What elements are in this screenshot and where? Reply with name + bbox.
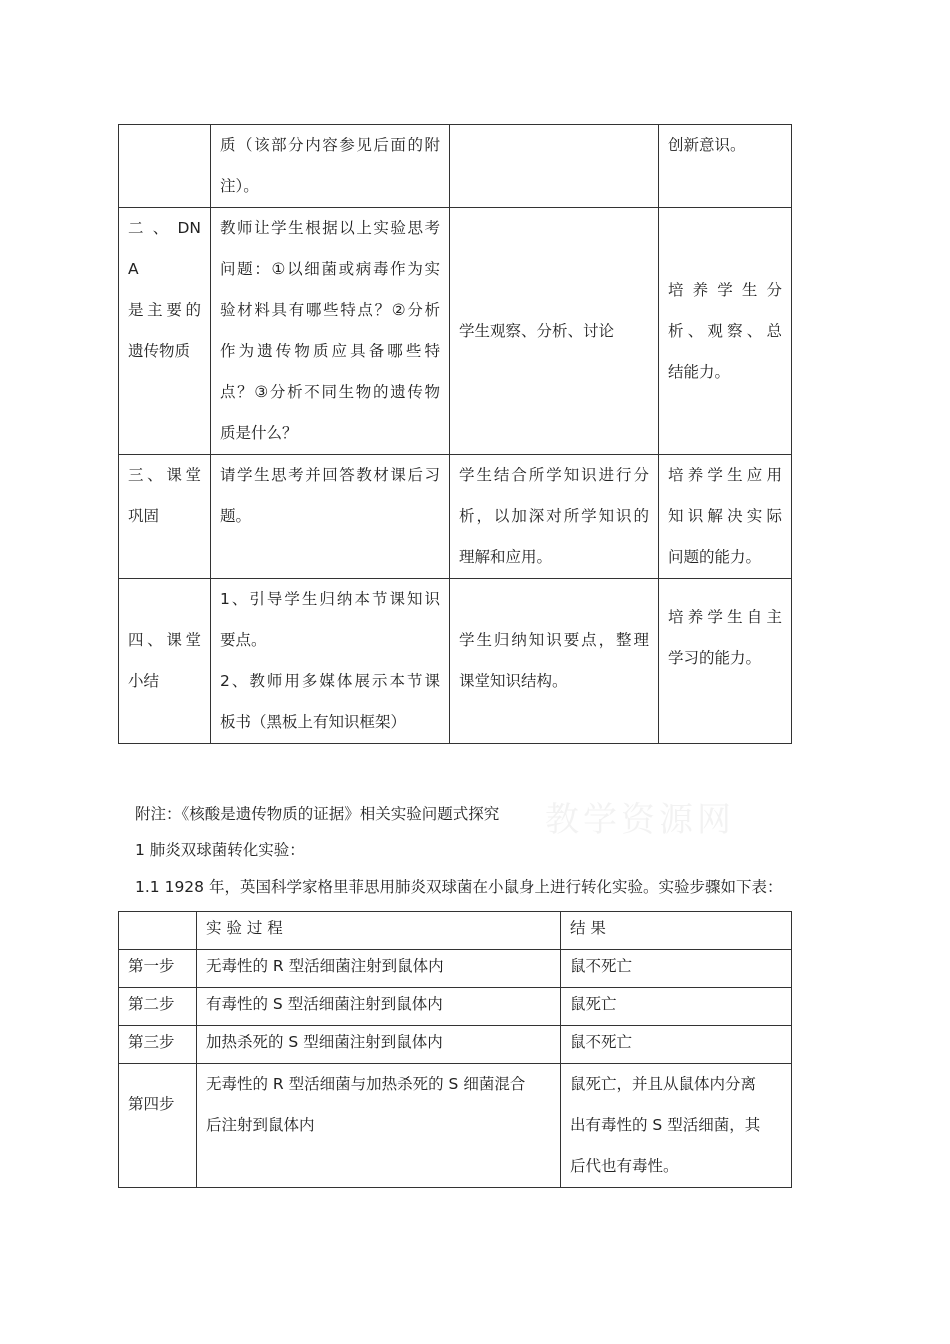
goal-cell: 培养学生应用 知识解决实际 问题的能力。 [659,455,792,579]
goal-cell: 培养学生分 析、观察、总 结能力。 [659,208,792,455]
lesson-row-2 [119,208,792,455]
experiment-row [119,950,792,988]
watermark: 教学资源网 [545,800,735,840]
lesson-plan-table [118,124,792,744]
experiment-header-row [119,912,792,950]
process-cell: 有毒性的 S 型活细菌注射到鼠体内 [197,988,561,1026]
step-cell: 第三步 [119,1026,197,1064]
process-cell: 无毒性的 R 型活细菌注射到鼠体内 [197,950,561,988]
result-cell: 鼠不死亡 [561,1026,792,1064]
section-intro: 1.1 1928 年，英国科学家格里菲思用肺炎双球菌在小鼠身上进行转化实验。实验步骤如下表： [135,878,783,896]
step-cell: 第一步 [119,950,197,988]
student-activity-cell: 学生归纳知识要点，整理 课堂知识结构。 [450,579,659,744]
experiment-table [118,911,792,1188]
experiment-row [119,988,792,1026]
teacher-activity-cell: 质（该部分内容参见后面的附 注）。 [211,125,450,208]
goal-cell: 培养学生自主 学习的能力。 [659,579,792,744]
teacher-activity-cell: 教师让学生根据以上实验思考 问题：①以细菌或病毒作为实 验材料具有哪些特点？②分析 作为遗传物质应具备哪些特 点？③分析不同生物的遗传物 质是什么？ [211,208,450,455]
student-activity-cell [450,125,659,208]
step-header-cell [119,912,197,950]
result-cell: 鼠死亡，并且从鼠体内分离 出有毒性的 S 型活细菌，其 后代也有毒性。 [561,1064,792,1188]
teacher-activity-cell: 请学生思考并回答教材课后习 题。 [211,455,450,579]
process-header-cell: 实 验 过 程 [197,912,561,950]
process-cell: 无毒性的 R 型活细菌与加热杀死的 S 细菌混合 后注射到鼠体内 [197,1064,561,1188]
student-activity-cell: 学生观察、分析、讨论 [450,208,659,455]
lesson-stage-cell [119,125,211,208]
result-header-cell: 结 果 [561,912,792,950]
process-cell: 加热杀死的 S 型细菌注射到鼠体内 [197,1026,561,1064]
lesson-stage-cell: 二 、 DNA 是主要的 遗传物质 [119,208,211,455]
result-cell: 鼠不死亡 [561,950,792,988]
lesson-stage-cell: 三、课堂 巩固 [119,455,211,579]
experiment-row [119,1026,792,1064]
step-cell: 第二步 [119,988,197,1026]
student-activity-cell: 学生结合所学知识进行分 析，以加深对所学知识的 理解和应用。 [450,455,659,579]
lesson-row-4 [119,579,792,744]
lesson-stage-cell: 四、课堂 小结 [119,579,211,744]
appendix-heading: 附注：《核酸是遗传物质的证据》相关实验问题式探究 [135,805,500,823]
result-cell: 鼠死亡 [561,988,792,1026]
goal-cell: 创新意识。 [659,125,792,208]
lesson-row-3 [119,455,792,579]
section-heading: 1 肺炎双球菌转化实验： [135,841,305,859]
experiment-row [119,1064,792,1188]
teacher-activity-cell: 1、引导学生归纳本节课知识 要点。 2、教师用多媒体展示本节课 板书（黑板上有知识框架） [211,579,450,744]
lesson-row-1 [119,125,792,208]
step-cell: 第四步 [119,1064,197,1188]
